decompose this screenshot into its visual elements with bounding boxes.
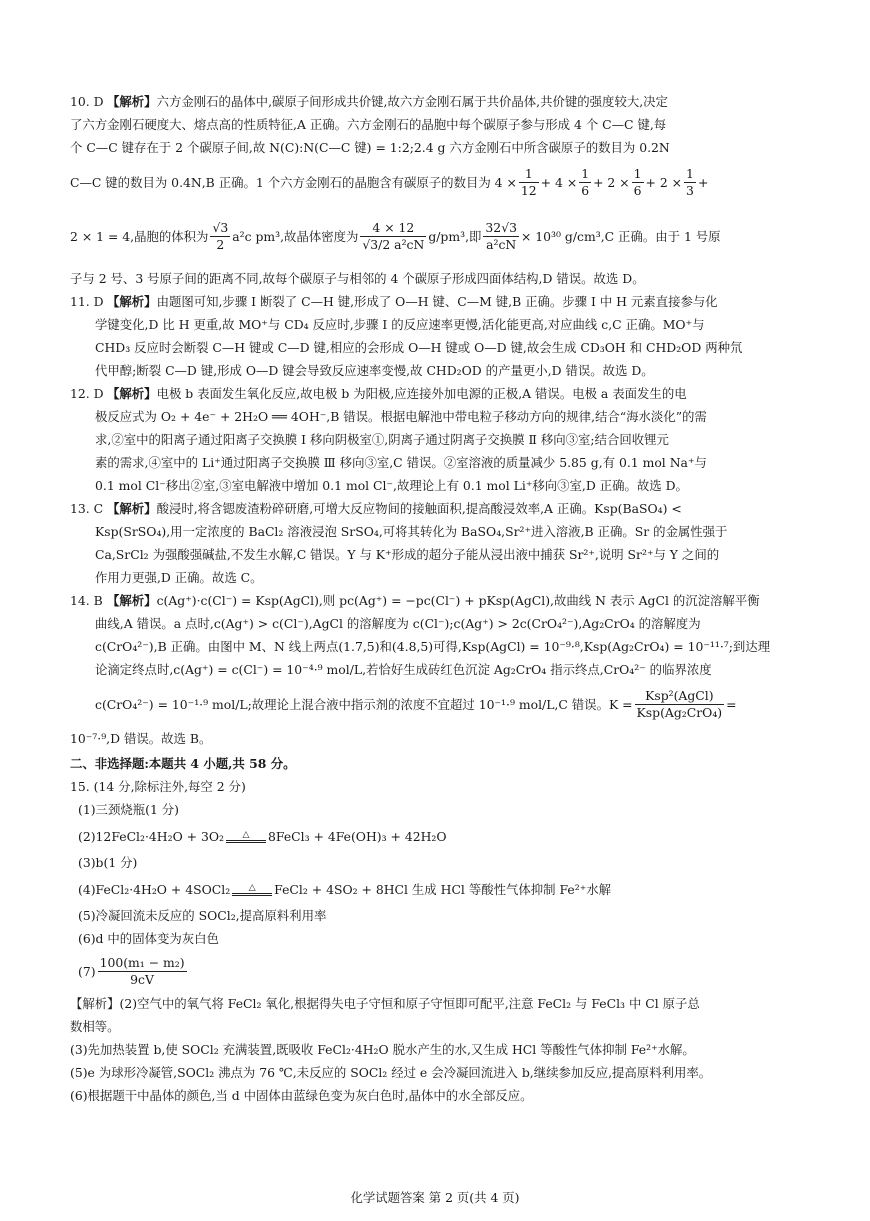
q13-line-2: Ksp(SrSO₄),用一定浓度的 BaCl₂ 溶液浸泡 SrSO₄,可将其转化为 BaSO₄,Sr²⁺进入溶液,B 正确。Sr 的金属性强于 [95,524,728,539]
fraction: $\frac{1}{3}$ [686,165,694,198]
q14-line-2: 曲线,A 错误。a 点时,c(Ag⁺) > c(Cl⁻),AgCl 的溶解度为 c(Cl⁻);c(Ag⁺) > 2c(CrO₄²⁻),Ag₂CrO₄ 的溶解度为 [95,616,701,631]
density-fraction: $\frac{4 \times 12}{\text{√3/2 a²cN}}$ [362,219,425,252]
question-number: 10. D [70,94,104,109]
q12-line-3: 求,②室中的阳离子通过阳离子交换膜 Ⅰ 移向阴极室①,阴离子通过阴离子交换膜 Ⅱ 移向③室;结合回收锂元 [95,432,669,447]
q12-line-5: 0.1 mol Cl⁻移出②室,③室电解液中增加 0.1 mol Cl⁻,故理论上有 0.1 mol Li⁺移向③室,D 正确。故选 D。 [95,478,688,493]
question-number: 12. D [70,386,104,401]
question-number: 13. C [70,501,104,516]
answer-1: (1)三颈烧瓶(1 分) [78,802,179,817]
q12-line-1: 【解析】电极 b 表面发生氧化反应,故电极 b 为阳极,应连接外加电源的正极,A 错误。电极 a 表面发生的电 [107,386,687,401]
answer-7: (7) $\frac{\text{100(m₁ − m₂)}}{9cV}$ [78,954,185,987]
fraction: $\frac{√3}{2}$ [212,219,229,252]
fraction: $\frac{32√3}{\text{a²cN}}$ [485,219,517,252]
question-number: 14. B [70,593,103,608]
fraction: $\frac{1}{12}$ [520,165,537,198]
q10-line-3: 个 C—C 键存在于 2 个碳原子间,故 N(C):N(C—C 键) = 1:2;2.4 g 六方金刚石中所含碳原子的数目为 0.2N [70,140,670,155]
analysis-tag: 【解析】 [107,386,157,401]
question-12 [70,382,810,497]
fraction: $\frac{\text{100(m₁ − m₂)}}{9cV}$ [99,954,185,987]
answer-3: (3)b(1 分) [78,855,138,870]
heat-equals-sign: △ [232,883,272,896]
section-heading: 二、非选择题:本题共 4 小题,共 58 分。 [70,756,296,771]
q11-line-1: 【解析】由题图可知,步骤 Ⅰ 断裂了 C—H 键,形成了 O—H 键、C—M 键,B 正确。步骤 Ⅰ 中 H 元素直接参与化 [107,294,718,309]
analysis-tag: 【解析】 [107,94,157,109]
q10-line-4: C—C 键的数目为 0.4N ,B 正确。1 个六方金刚石的晶胞含有碳原子的数目为 4 × $\frac{1}{12}$ + 4 × $\frac{1}{6}$ + 2 × $\frac{1}{6}$ + 2 × $\frac{1}{3}$ + [70,165,709,198]
q11-line-2: 学键变化,D 比 H 更重,故 MO⁺与 CD₄ 反应时,步骤 Ⅰ 的反应速率更慢,活化能更高,对应曲线 c,C 正确。MO⁺与 [95,317,705,332]
q14-line-3: c(CrO₄²⁻),B 正确。由图中 M、N 线上两点(1.7,5)和(4.8,5)可得,Ksp(AgCl) = 10⁻⁹·⁸,Ksp(Ag₂CrO₄) = 10⁻¹¹·⁷;到达理 [95,639,771,654]
explanation-line-3: (3)先加热装置 b,使 SOCl₂ 充满装置,既吸收 FeCl₂·4H₂O 脱水产生的水,又生成 HCl 等酸性气体抑制 Fe²⁺水解。 [70,1042,695,1057]
q13-line-4: 作用力更强,D 正确。故选 C。 [95,570,263,585]
q11-line-3: CHD₃ 反应时会断裂 C—H 键或 C—D 键,相应的会形成 O—H 键或 O—D 键,故会生成 CD₃OH 和 CHD₂OD 两种氘 [95,340,743,355]
fraction: $\frac{1}{6}$ [633,165,642,198]
question-10 [70,90,810,290]
k-fraction: $\frac{\text{Ksp²(AgCl)}}{\text{Ksp(Ag₂CrO₄)}}$ [636,687,723,720]
explanation-line-5: (6)根据题干中晶体的颜色,当 d 中固体由蓝绿色变为灰白色时,晶体中的水全部反应。 [70,1088,533,1103]
question-14 [70,589,810,750]
q12-line-2: 极反应式为 O₂ + 4e⁻ + 2H₂O ══ 4OH⁻,B 错误。根据电解池中带电粒子移动方向的规律,结合“海水淡化”的需 [95,409,707,424]
analysis-tag: 【解析】 [107,593,157,608]
q14-line-4: 论滴定终点时,c(Ag⁺) = c(Cl⁻) = 10⁻⁴·⁹ mol/L,若恰好生成砖红色沉淀 Ag₂CrO₄ 指示终点,CrO₄²⁻ 的临界浓度 [95,662,712,677]
heat-equals-sign: △ [226,830,266,843]
question-number: 11. D [70,294,104,309]
analysis-tag: 【解析】 [107,294,157,309]
answer-4: (4)FeCl₂·4H₂O + 4SOCl₂ △ FeCl₂ + 4SO₂ + 8HCl 生成 HCl 等酸性气体抑制 Fe²⁺水解 [78,881,612,897]
q10-line-2: 了六方金刚石硬度大、熔点高的性质特征,A 正确。六方金刚石的晶胞中每个碳原子参与形成 4 个 C—C 键,每 [70,117,667,132]
q15-heading: 15. (14 分,除标注外,每空 2 分) [70,779,246,794]
page-footer: 化学试题答案 第 2 页(共 4 页) [350,1190,520,1205]
explanation-line-1: 【解析】(2)空气中的氧气将 FeCl₂ 氧化,根据得失电子守恒和原子守恒即可配平,注意 FeCl₂ 与 FeCl₃ 中 Cl 原子总 [70,996,700,1011]
q14-line-1: 【解析】c(Ag⁺)·c(Cl⁻) = Ksp(AgCl),则 pc(Ag⁺) = −pc(Cl⁻) + pKsp(AgCl),故曲线 N 表示 AgCl 的沉淀溶解平衡 [107,593,760,608]
q10-line-6: 子与 2 号、3 号原子间的距离不同,故每个碳原子与相邻的 4 个碳原子形成四面体结构,D 错误。故选 D。 [70,271,645,286]
fraction: $\frac{1}{6}$ [581,165,590,198]
explanation-line-4: (5)e 为球形冷凝管,SOCl₂ 沸点为 76 ℃,未反应的 SOCl₂ 经过 e 会冷凝回流进入 b,继续参加反应,提高原料利用率。 [70,1065,712,1080]
explanation-line-2: 数相等。 [70,1019,120,1034]
q13-line-1: 【解析】酸浸时,将含锶废渣粉碎研磨,可增大反应物间的接触面积,提高酸浸效率,A 正确。Ksp(BaSO₄) < [107,501,682,516]
q14-line-5: c(CrO₄²⁻) = 10⁻¹·⁹ mol/L;故理论上混合液中指示剂的浓度不宜超过 10⁻¹·⁹ mol/L,C 错误。K = $\frac{\text{Ksp²(AgCl)}}{\text{Ksp(Ag₂CrO₄)}}$ = [95,687,737,720]
answer-content [70,90,810,1107]
q14-line-6: 10⁻⁷·⁹,D 错误。故选 B。 [70,731,212,746]
analysis-tag: 【解析】 [107,501,157,516]
q10-line-1: 【解析】六方金刚石的晶体中,碳原子间形成共价键,故六方金刚石属于共价晶体,共价键的强度较大,决定 [107,94,668,109]
q11-line-4: 代甲醇;断裂 C—D 键,形成 O—D 键会导致反应速率变慢,故 CHD₂OD 的产量更小,D 错误。故选 D。 [95,363,654,378]
answer-2: (2)12FeCl₂·4H₂O + 3O₂ △ 8FeCl₃ + 4Fe(OH)₃ + 42H₂O [78,828,447,844]
question-11 [70,290,810,382]
question-15 [70,775,810,1107]
q12-line-4: 素的需求,④室中的 Li⁺通过阳离子交换膜 Ⅲ 移向③室,C 错误。②室溶液的质量减少 5.85 g,有 0.1 mol Na⁺与 [95,455,707,470]
q13-line-3: Ca,SrCl₂ 为强酸强碱盐,不发生水解,C 错误。Y 与 K⁺形成的超分子能从浸出液中捕获 Sr²⁺,说明 Sr²⁺与 Y 之间的 [95,547,720,562]
answer-6: (6)d 中的固体变为灰白色 [78,931,219,946]
answer-5: (5)冷凝回流未反应的 SOCl₂,提高原料利用率 [78,908,327,923]
q10-line-5: 2 × 1 = 4,晶胞的体积为 $\frac{√3}{2}$ a²c pm³,故晶体密度为 $\frac{4 \times 12}{\text{√3/2 a²cN}}$ g/pm³,即 $\frac{32√3}{\text{a²cN}}$ × 10³⁰ g/cm³,C 正确。由于 1 号原 [70,219,721,252]
question-13 [70,497,810,589]
